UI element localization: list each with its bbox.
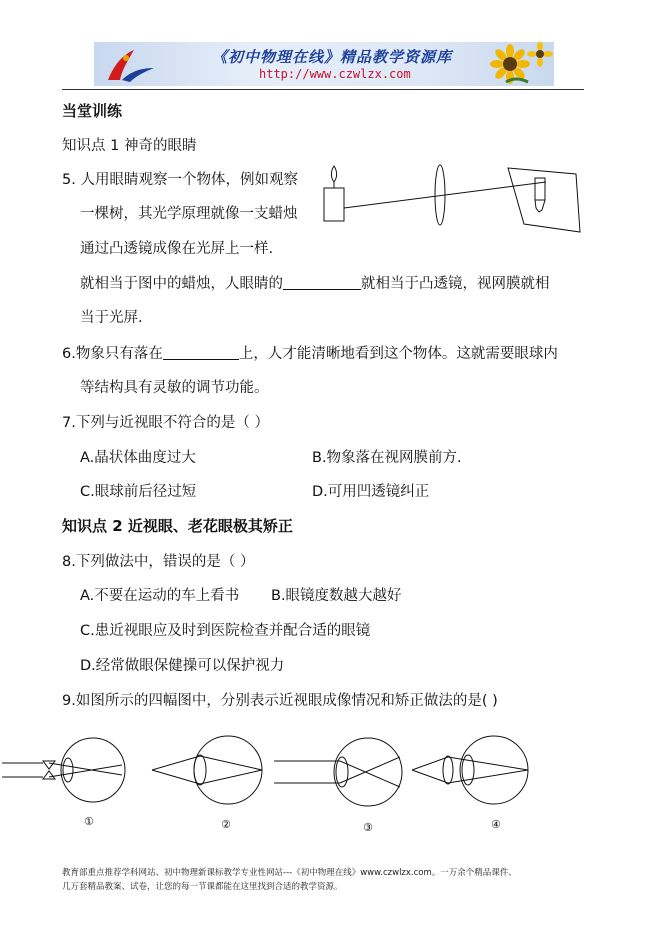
kp1-title: 知识点 1 神奇的眼睛 — [62, 138, 197, 154]
q5-line4 — [80, 272, 550, 293]
banner-url: http://www.czwlzx.com — [259, 67, 411, 81]
figure-label-2: ② — [221, 818, 231, 831]
q8-option-c[interactable]: C.患近视眼应及时到医院检查并配合适的眼镜 — [80, 623, 371, 639]
section-title: 当堂训练 — [62, 102, 123, 120]
q8-option-a[interactable]: A.不要在运动的车上看书 — [80, 588, 240, 604]
q7-stem: 7.下列与近视眼不符合的是（ ） — [62, 415, 269, 431]
q9-stem: 9.如图所示的四幅图中，分别表示近视眼成像情况和矫正做法的是( ) — [62, 693, 498, 709]
eye-diagram-2 — [152, 736, 262, 804]
eye-diagram-4 — [412, 736, 528, 804]
header-banner — [94, 42, 554, 86]
q5-line4-part1: 就相当于图中的蜡烛，人眼睛的 — [80, 276, 283, 292]
banner-title: 《初中物理在线》精品教学资源库 — [212, 48, 453, 66]
q8-option-b[interactable]: B.眼镜度数越大越好 — [271, 588, 402, 604]
q6-line1-part1: 6.物象只有落在 — [62, 346, 163, 362]
figure-label-3: ③ — [363, 821, 373, 834]
header-divider — [62, 89, 584, 90]
q8-option-d[interactable]: D.经常做眼保健操可以保护视力 — [80, 658, 285, 674]
q6-line1-part2: 上，人才能清晰地看到这个物体。这就需要眼球内 — [238, 346, 558, 362]
q7-option-a[interactable]: A.晶状体曲度过大 — [80, 450, 196, 466]
q5-line5: 当于光屏. — [80, 310, 143, 326]
q5-line4-part2: 就相当于凸透镜，视网膜就相 — [361, 276, 550, 292]
figure-label-4: ④ — [491, 818, 501, 831]
figure-label-1: ① — [84, 815, 94, 828]
q6-line2: 等结构具有灵敏的调节功能。 — [80, 380, 269, 396]
q5-line2: 一棵树，其光学原理就像一支蜡烛 — [80, 206, 298, 222]
sunflower-icon — [486, 42, 554, 86]
q5-answer-blank[interactable] — [283, 275, 361, 290]
q5-line3: 通过凸透镜成像在光屏上一样. — [80, 241, 274, 257]
q6-answer-blank[interactable] — [163, 345, 239, 360]
footer-line-2: 几万套精品教案、试卷，让您的每一节课都能在这里找到合适的教学资源。 — [62, 882, 343, 892]
q8-stem: 8.下列做法中，错误的是（ ） — [62, 554, 255, 570]
footer-line-1: 教育部重点推荐学科网站、初中物理新课标教学专业性网站---《初中物理在线》www.czwlzx.com。一万余个精品课件、 — [62, 868, 517, 878]
logo-icon — [100, 46, 160, 84]
q7-option-d[interactable]: D.可用凹透镜纠正 — [312, 484, 430, 500]
q6-line1 — [62, 342, 558, 363]
q5-line1: 5. 人用眼睛观察一个物体，例如观察 — [62, 172, 298, 188]
eye-diagram-3 — [274, 738, 402, 806]
candle-lens-figure — [320, 162, 585, 242]
eye-diagram-1 — [2, 738, 125, 802]
kp2-title: 知识点 2 近视眼、老花眼极其矫正 — [62, 517, 293, 535]
q7-option-c[interactable]: C.眼球前后径过短 — [80, 484, 197, 500]
q7-option-b[interactable]: B.物象落在视网膜前方. — [312, 450, 462, 466]
